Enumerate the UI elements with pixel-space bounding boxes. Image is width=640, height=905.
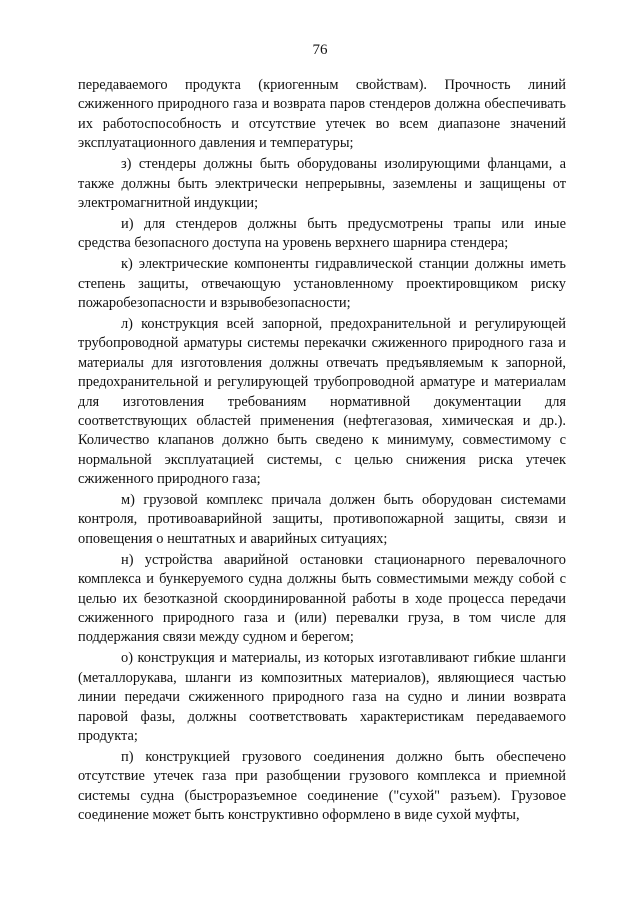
paragraph-item-m: м) грузовой комплекс причала должен быть оборудован системами контроля, противоаварийной защиты, противопожарной защиты, связи и оповещения о нештатных и аварийных ситуациях; bbox=[78, 492, 566, 547]
paragraph-item-p: п) конструкцией грузового соединения должно быть обеспечено отсутствие утечек газа при разобщении грузового комплекса и приемной системы судна (быстроразъемное соединение ("сухой" разъем). Грузовое соединение может быть конструктивно оформлено в виде сухой муфты, bbox=[78, 748, 566, 824]
paragraph-continuation: передаваемого продукта (криогенным свойствам). Прочность линий сжиженного природного газа и возврата паров стендеров должна обеспечивать их работоспособность и отсутствие утечек во всем диапазоне значений эксплуатационного давления и температуры; bbox=[78, 77, 566, 152]
paragraph-item-i: и) для стендеров должны быть предусмотрены трапы или иные средства безопасного доступа на уровень верхнего шарнира стендера; bbox=[78, 215, 566, 252]
paragraph-item-n: н) устройства аварийной остановки стационарного перевалочного комплекса и бункеруемого судна должны быть совместимыми между собой с целью их безотказной скоординированной работы в ходе процесса передачи сжиженного природного газа и (или) перевалки груза, в том числе для поддержания связи между судном и берегом; bbox=[78, 551, 566, 646]
paragraph-item-o: о) конструкция и материалы, из которых изготавливают гибкие шланги (металлорукава, шланги из композитных материалов), являющиеся частью линии передачи сжиженного природного газа на судно и линии возврата паровой фазы, должны соответствовать характеристикам передаваемого продукта; bbox=[78, 650, 566, 744]
paragraph-item-l: л) конструкция всей запорной, предохранительной и регулирующей трубопроводной арматуры системы перекачки сжиженного природного газа и материалы для изготовления должны отвечать предъявляемым к запорной, предохранительной и регулирующей трубопроводной арматуре и материалам для изготовления требованиям нормативной документации для соответствующих областей применения (нефтегазовая, химическая и др.). Количество клапанов должно быть сведено к минимуму, совместимому с нормальной эксплуатацией системы, с целью снижения риска утечек сжиженного природного газа; bbox=[78, 315, 566, 488]
paragraph-item-k: к) электрические компоненты гидравлической станции должны иметь степень защиты, отвечающую установленному проектировщиком риску пожаробезопасности и взрывобезопасности; bbox=[78, 256, 566, 311]
document-body bbox=[78, 76, 566, 827]
page-number: 76 bbox=[312, 42, 328, 58]
paragraph-item-z: з) стендеры должны быть оборудованы изолирующими фланцами, а также должны быть электрически непрерывны, заземлены и защищены от электромагнитной индукции; bbox=[78, 156, 566, 211]
